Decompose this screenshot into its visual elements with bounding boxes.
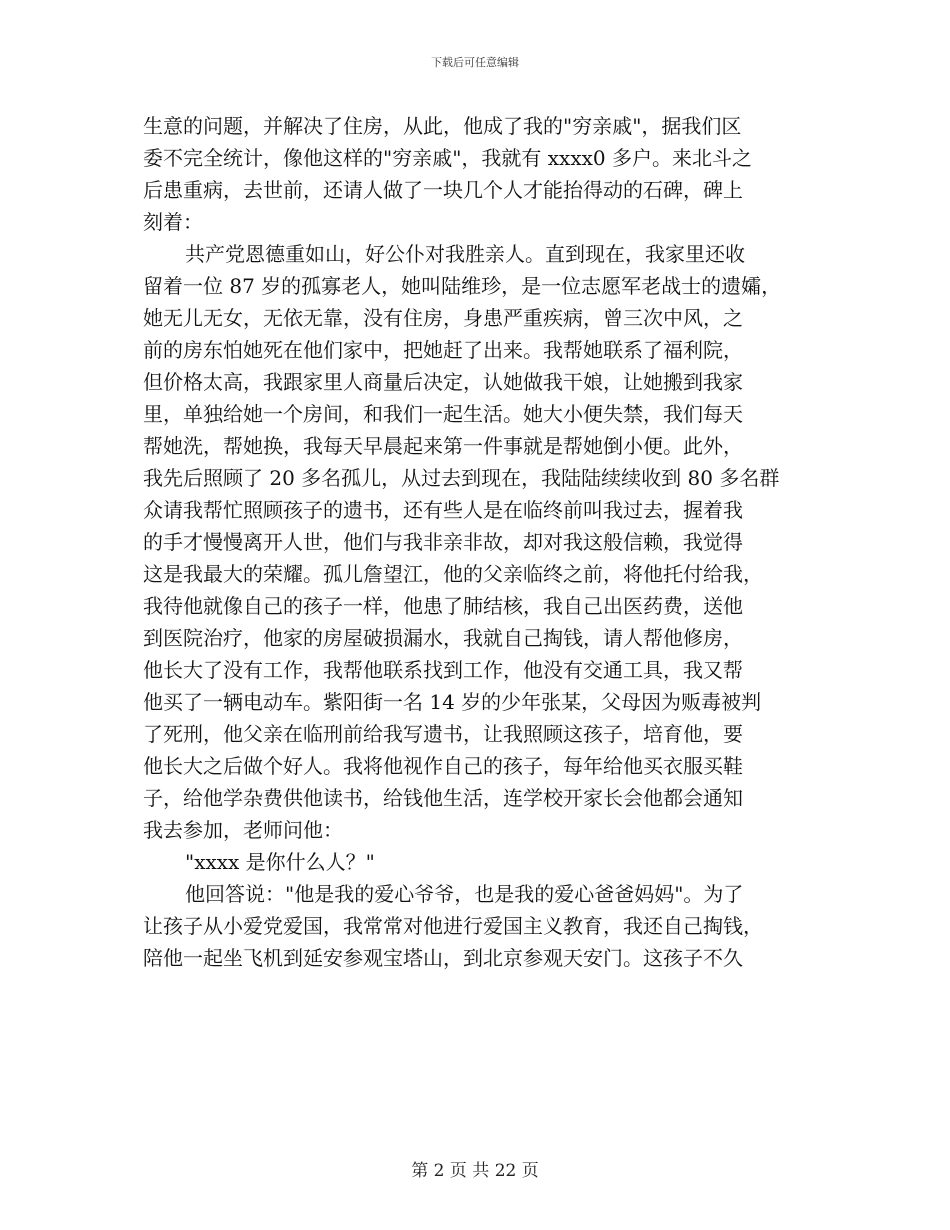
text-line: 后患重病，去世前，还请人做了一块几个人才能抬得动的石碑，碑上 xyxy=(143,178,743,202)
text-line: 了死刑，他父亲在临刑前给我写遗书，让我照顾这孩子，培育他，要 xyxy=(143,722,743,746)
text-line: 她无儿无女，无依无靠，没有住房，身患严重疾病，曾三次中风，之 xyxy=(143,306,743,330)
text-line: 这是我最大的荣耀。孤儿詹望江，他的父亲临终之前，将他托付给我， xyxy=(143,562,763,586)
text-line: 让孩子从小爱党爱国，我常常对他进行爱国主义教育，我还自己掏钱， xyxy=(143,914,763,938)
text-line: 生意的问题，并解决了住房，从此，他成了我的"穷亲戚"，据我们区 xyxy=(143,114,742,138)
document-body xyxy=(143,110,811,974)
text-line: 但价格太高，我跟家里人商量后决定，认她做我干娘，让她搬到我家 xyxy=(143,370,743,394)
text-line: 他长大了没有工作，我帮他联系找到工作，他没有交通工具，我又帮 xyxy=(143,658,743,682)
text-line: 留着一位 87 岁的孤寡老人，她叫陆维珍，是一位志愿军老战士的遗孀， xyxy=(143,274,782,298)
text-line: 里，单独给她一个房间，和我们一起生活。她大小便失禁，我们每天 xyxy=(143,402,743,426)
page-header-note: 下载后可任意编辑 xyxy=(431,56,519,69)
text-line: 我去参加，老师问他： xyxy=(143,818,343,842)
text-line: 刻着： xyxy=(143,210,203,234)
text-line: 他回答说："他是我的爱心爷爷，也是我的爱心爸爸妈妈"。为了 xyxy=(185,882,744,906)
text-line: 陪他一起坐飞机到延安参观宝塔山，到北京参观天安门。这孩子不久 xyxy=(143,946,743,970)
text-line: 前的房东怕她死在他们家中，把她赶了出来。我帮她联系了福利院， xyxy=(143,338,743,362)
text-line: 我待他就像自己的孩子一样，他患了肺结核，我自己出医药费，送他 xyxy=(143,594,743,618)
text-line: "xxxx 是你什么人？" xyxy=(185,850,375,874)
text-line: 他长大之后做个好人。我将他视作自己的孩子，每年给他买衣服买鞋 xyxy=(143,754,743,778)
text-line: 委不完全统计，像他这样的"穷亲戚"，我就有 xxxx0 多户。来北斗之 xyxy=(143,146,752,170)
text-line: 他买了一辆电动车。紫阳街一名 14 岁的少年张某，父母因为贩毒被判 xyxy=(143,690,762,714)
text-line: 共产党恩德重如山，好公仆对我胜亲人。直到现在，我家里还收 xyxy=(185,242,745,266)
text-line: 的手才慢慢离开人世，他们与我非亲非故，却对我这般信赖，我觉得 xyxy=(143,530,743,554)
text-line: 帮她洗，帮她换，我每天早晨起来第一件事就是帮她倒小便。此外， xyxy=(143,434,743,458)
page-number: 第 2 页 共 22 页 xyxy=(411,1161,539,1181)
text-line: 我先后照顾了 20 多名孤儿，从过去到现在，我陆陆续续收到 80 多名群 xyxy=(143,466,780,490)
text-line: 子，给他学杂费供他读书，给钱他生活，连学校开家长会他都会通知 xyxy=(143,786,743,810)
text-line: 众请我帮忙照顾孩子的遗书，还有些人是在临终前叫我过去，握着我 xyxy=(143,498,743,522)
text-line: 到医院治疗，他家的房屋破损漏水，我就自己掏钱，请人帮他修房， xyxy=(143,626,743,650)
